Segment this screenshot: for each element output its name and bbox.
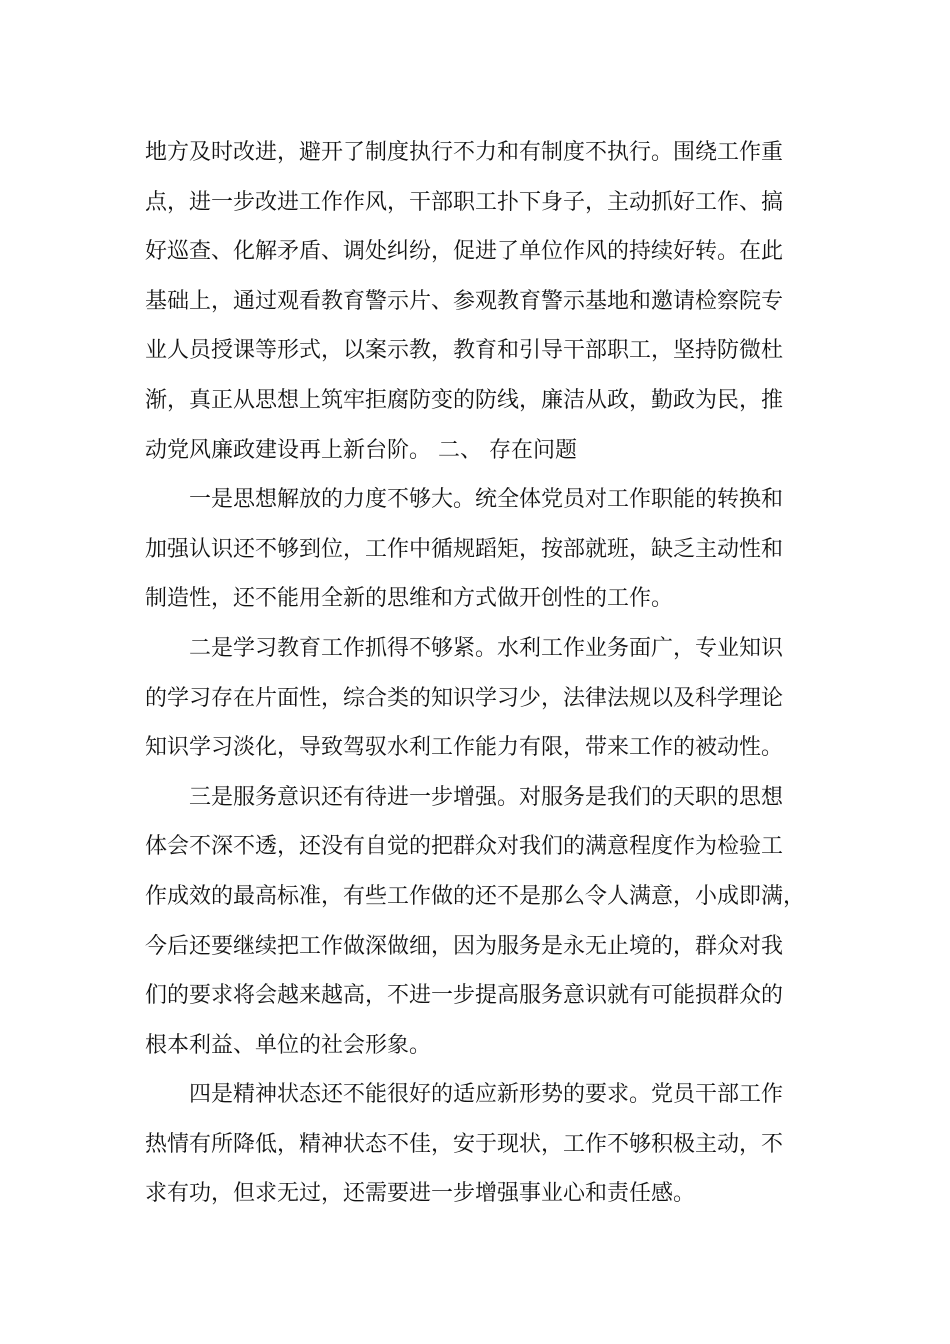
text-line: 地方及时改进，避开了制度执行不力和有制度不执行。围绕工作重: [145, 140, 784, 165]
text-line: 基础上，通过观看教育警示片、参观教育警示基地和邀请检察院专: [145, 288, 784, 314]
text-line: 的学习存在片面性，综合类的知识学习少，法律法规以及科学理论: [145, 685, 784, 711]
text-line: 作成效的最高标准，有些工作做的还不是那么令人满意，小成即满，: [145, 883, 806, 909]
text-line: 们的要求将会越来越高，不进一步提高服务意识就有可能损群众的: [145, 983, 784, 1009]
text-line: 热情有所降低，精神状态不佳，安于现状，工作不够积极主动，不: [145, 1131, 784, 1157]
paragraph-first-line: 二是学习教育工作抓得不够紧。水利工作业务面广，专业知识: [189, 635, 784, 661]
text-line: 渐，真正从思想上筑牢拒腐防变的防线，廉洁从政，勤政为民，推: [145, 387, 784, 413]
text-line: 制造性，还不能用全新的思维和方式做开创性的工作。: [145, 586, 674, 612]
text-line: 求有功，但求无过，还需要进一步增强事业心和责任感。: [145, 1181, 696, 1207]
paragraph-first-line: 四是精神状态还不能很好的适应新形势的要求。党员干部工作: [189, 1082, 784, 1108]
text-line-section-heading: 动党风廉政建设再上新台阶。 二、 存在问题: [145, 437, 577, 463]
text-line: 业人员授课等形式，以案示教，教育和引导干部职工，坚持防微杜: [145, 338, 784, 364]
paragraph-first-line: 三是服务意识还有待进一步增强。对服务是我们的天职的思想: [189, 784, 784, 810]
text-line: 好巡查、化解矛盾、调处纠纷，促进了单位作风的持续好转。在此: [145, 239, 784, 265]
text-line: 今后还要继续把工作做深做细，因为服务是永无止境的，群众对我: [145, 933, 784, 959]
text-line: 体会不深不透，还没有自觉的把群众对我们的满意程度作为检验工: [145, 834, 784, 860]
document-body: [145, 128, 825, 1219]
text-line: 加强认识还不够到位，工作中循规蹈矩，按部就班，缺乏主动性和: [145, 536, 784, 562]
text-line: 知识学习淡化，导致驾驭水利工作能力有限，带来工作的被动性。: [145, 735, 784, 761]
text-line: 根本利益、单位的社会形象。: [145, 1032, 432, 1058]
text-line: 点，进一步改进工作作风，干部职工扑下身子，主动抓好工作、搞: [145, 189, 784, 215]
paragraph-first-line: 一是思想解放的力度不够大。统全体党员对工作职能的转换和: [189, 487, 784, 513]
